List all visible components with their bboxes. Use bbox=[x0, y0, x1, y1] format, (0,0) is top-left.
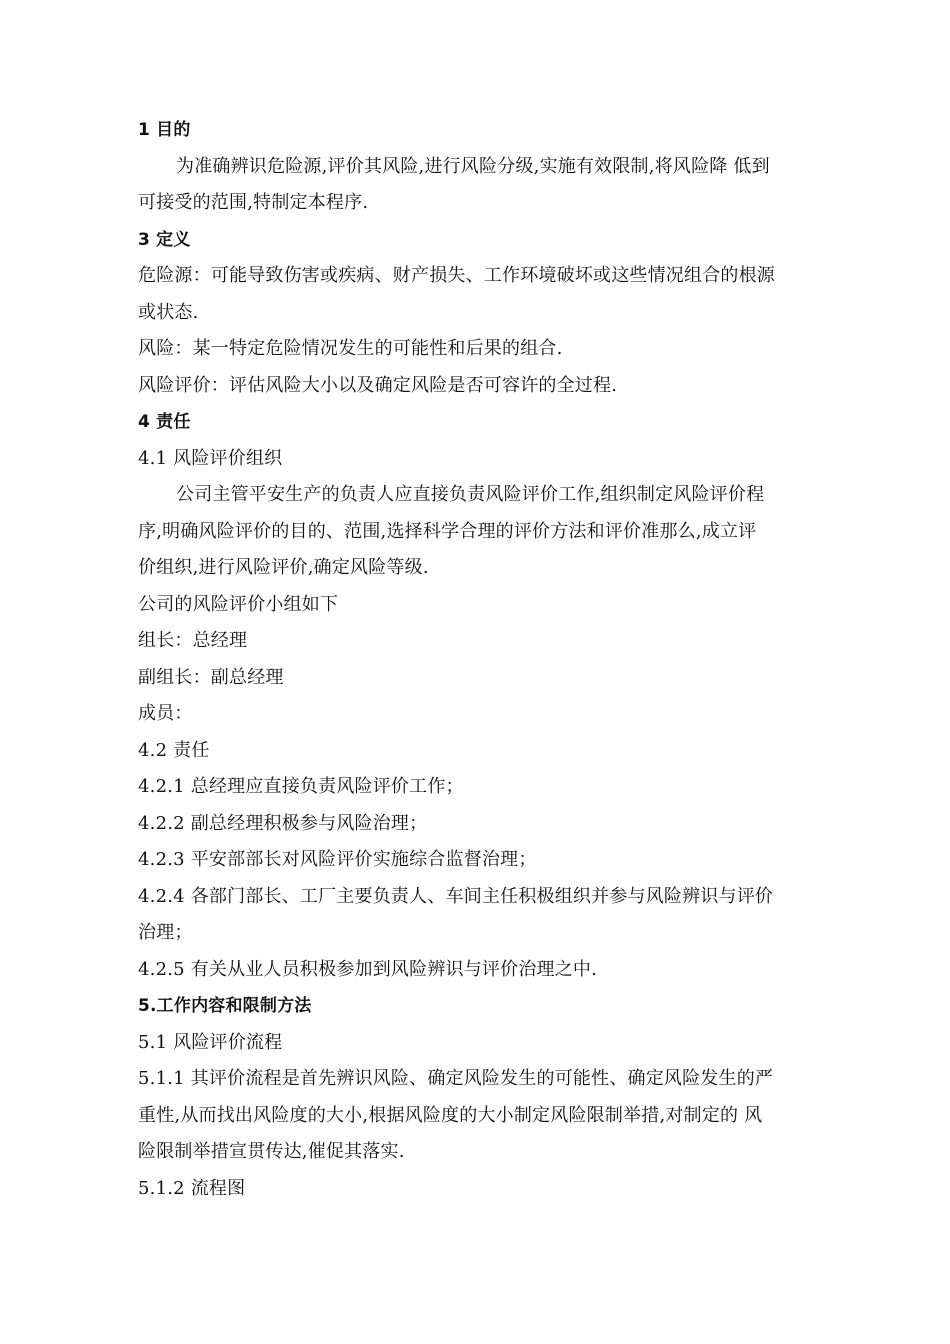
heading-responsibility: 4 责任 bbox=[138, 412, 191, 432]
paragraph-line: 价组织,进行风险评价,确定风险等级. bbox=[138, 557, 429, 578]
paragraph-line: 4.2.4 各部门部长、工厂主要负责人、车间主任积极组织并参与风险辨识与评价 bbox=[138, 885, 774, 907]
paragraph-line: 序,明确风险评价的目的、范围,选择科学合理的评价方法和评价准那么,成立评 bbox=[138, 520, 757, 542]
paragraph-line: 公司的风险评价小组如下 bbox=[138, 593, 339, 615]
paragraph-line: 4.2.5 有关从业人员积极参加到风险辨识与评价治理之中. bbox=[138, 958, 598, 980]
subheading-line: 5.1 风险评价流程 bbox=[138, 1031, 283, 1053]
paragraph-line: 险限制举措宣贯传达,催促其落实. bbox=[138, 1141, 405, 1162]
heading-work-content: 5.工作内容和限制方法 bbox=[138, 996, 312, 1016]
heading-definitions: 3 定义 bbox=[138, 229, 191, 250]
paragraph-line: 组长：总经理 bbox=[138, 630, 248, 651]
paragraph-line: 4.2.2 副总经理积极参与风险治理； bbox=[138, 812, 428, 834]
paragraph-line: 治理； bbox=[138, 922, 193, 943]
paragraph-line: 4.2.1 总经理应直接负责风险评价工作； bbox=[138, 776, 464, 797]
paragraph-line: 公司主管平安生产的负责人应直接负责风险评价工作,组织制定风险评价程 bbox=[176, 484, 765, 505]
paragraph-line: 4.2.3 平安部部长对风险评价实施综合监督治理； bbox=[138, 849, 537, 870]
paragraph-line: 成员： bbox=[138, 703, 193, 724]
paragraph-line: 5.1.2 流程图 bbox=[138, 1177, 246, 1199]
paragraph-line: 副组长：副总经理 bbox=[138, 666, 284, 688]
paragraph-line: 风险：某一特定危险情况发生的可能性和后果的组合. bbox=[138, 338, 563, 359]
subheading-line: 4.1 风险评价组织 bbox=[138, 447, 283, 469]
paragraph-line: 可接受的范围,特制定本程序. bbox=[138, 192, 369, 213]
subheading-line: 4.2 责任 bbox=[138, 739, 210, 761]
paragraph-line: 或状态. bbox=[138, 301, 199, 323]
heading-purpose: 1 目的 bbox=[138, 120, 191, 140]
paragraph-line: 5.1.1 其评价流程是首先辨识风险、确定风险发生的可能性、确定风险发生的严 bbox=[138, 1068, 774, 1089]
paragraph-line: 危险源：可能导致伤害或疾病、财产损失、工作环境破坏或这些情况组合的根源 bbox=[138, 265, 775, 286]
paragraph-line: 风险评价：评估风险大小以及确定风险是否可容许的全过程. bbox=[138, 374, 618, 396]
document-page bbox=[138, 112, 828, 1207]
paragraph-line: 为准确辨识危险源,评价其风险,进行风险分级,实施有效限制,将风险降 低到 bbox=[176, 155, 770, 177]
paragraph-line: 重性,从而找出风险度的大小,根据风险度的大小制定风险限制举措,对制定的 风 bbox=[138, 1104, 763, 1126]
